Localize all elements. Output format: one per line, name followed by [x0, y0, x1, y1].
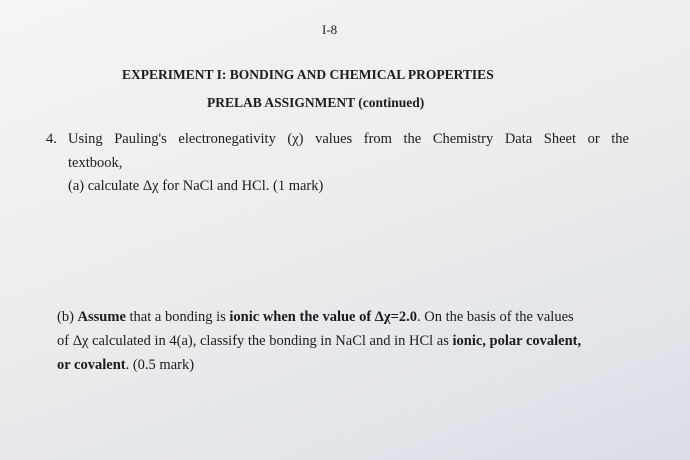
- part-b-label: (b): [57, 309, 78, 325]
- question-part-b-line2: [57, 333, 581, 350]
- page-subtitle: PRELAB ASSIGNMENT (continued): [207, 95, 425, 110]
- part-b-text: that a bonding is: [125, 309, 230, 325]
- question-part-b-line3: [57, 357, 194, 374]
- part-b-text: . On the basis of the values: [417, 309, 574, 325]
- part-b-assume: Assume: [77, 309, 126, 325]
- part-b-text: of Δχ calculated in 4(a), classify the bonding in NaCl and in HCl as: [57, 333, 453, 349]
- part-b-condition: ionic when the value of Δχ=2.0: [229, 309, 417, 325]
- question-part-b-line1: [57, 309, 574, 326]
- question-intro-continued: textbook,: [68, 155, 123, 171]
- part-b-marks: . (0.5 mark): [125, 357, 195, 373]
- part-b-options: or covalent: [57, 357, 126, 373]
- page-title: EXPERIMENT I: BONDING AND CHEMICAL PROPERTIES: [122, 67, 494, 82]
- part-b-options: ionic, polar covalent,: [452, 333, 582, 349]
- question-number: 4.: [46, 131, 57, 147]
- question-part-a: (a) calculate Δχ for NaCl and HCl. (1 mark): [68, 178, 324, 194]
- page-number: I-8: [322, 22, 338, 37]
- question-intro: Using Pauling's electronegativity (χ) values from the Chemistry Data Sheet or the: [68, 131, 629, 147]
